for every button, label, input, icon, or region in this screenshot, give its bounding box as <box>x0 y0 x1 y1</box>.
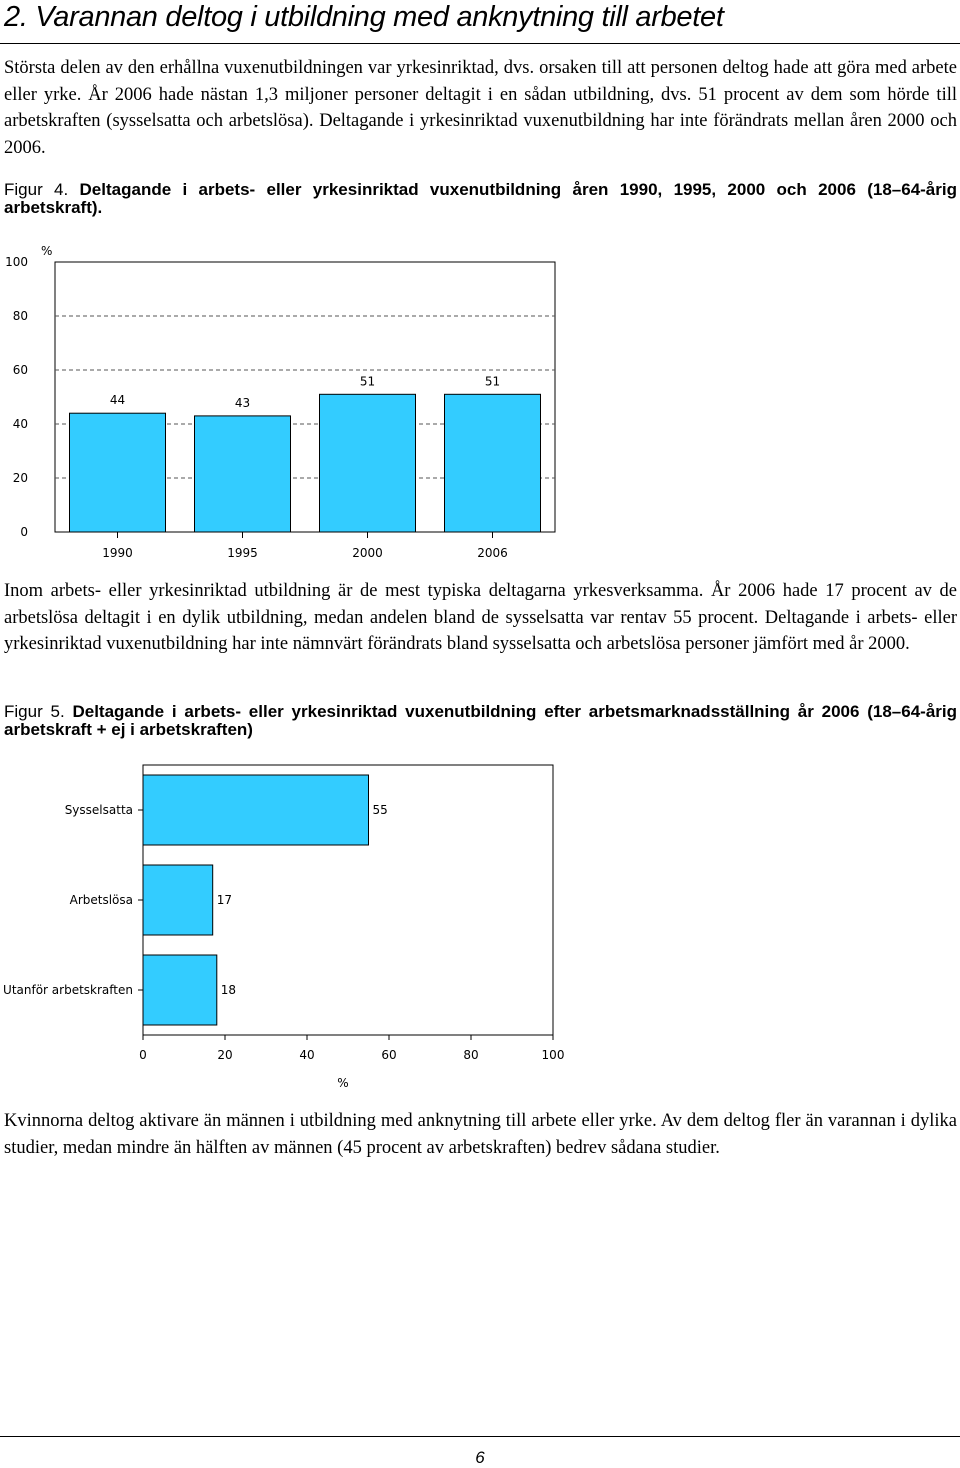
x-axis-unit-label: % <box>337 1076 349 1090</box>
y-tick-label: 40 <box>12 417 28 431</box>
heading-divider <box>0 43 960 44</box>
intro-paragraph: Största delen av den erhållna vuxenutbildningen var yrkesinriktad, dvs. orsaken till att personen deltog hade att göra med arbete eller yrke. År 2006 hade nästan 1,3 miljoner personer deltagit i en sådan utbildning, dvs. 51 procent av dem som hörde till arbetskraften (sysselsatta och arbetslösa). Deltagande i yrkesinriktad vuxenutbildning har inte förändrats mellan åren 2000 och 2006. <box>4 58 957 158</box>
y-tick-label: 0 <box>20 525 28 539</box>
data-label-1995: 43 <box>234 395 251 410</box>
x-tick-label: 80 <box>463 1048 479 1062</box>
y-tick-label: 20 <box>12 471 28 485</box>
x-tick-label-1995: 1995 <box>227 546 258 560</box>
bar-2000 <box>320 394 416 532</box>
data-label: 18 <box>220 983 237 997</box>
bar-2006 <box>445 394 541 532</box>
data-label-2000: 51 <box>359 374 376 389</box>
gender-paragraph: Kvinnorna deltog aktivare än männen i utbildning med anknytning till arbete eller yrke. Av dem deltog fler än varannan i dylika studier, medan mindre än hälften av männen (45 procent av arbetskraften) bedrev sådana studier. <box>4 1111 957 1158</box>
figure-5-caption <box>4 703 957 739</box>
figure-4-label: Figur 4. <box>4 180 69 199</box>
bar-sysselsatta <box>143 775 369 845</box>
y-tick-label: 100 <box>5 255 28 269</box>
y-axis-unit-label: % <box>41 244 53 258</box>
figure-5-chart <box>0 755 580 1095</box>
data-label-1990: 44 <box>109 393 126 408</box>
section-heading: 2. Varannan deltog i utbildning med anknytning till arbetet <box>4 1 724 33</box>
figure-4-caption <box>4 181 957 217</box>
figure-5-title: Deltagande i arbets- eller yrkesinriktad vuxenutbildning efter arbetsmarknadsställning år 2006 (18–64-årig arbetskraft + ej i arbetskraften) <box>4 702 958 739</box>
category-label: Utanför arbetskraften <box>3 983 133 997</box>
x-tick-label: 60 <box>381 1048 397 1062</box>
y-tick-label: 60 <box>12 363 28 377</box>
category-label: Arbetslösa <box>69 893 133 907</box>
x-tick-label: 100 <box>541 1048 565 1062</box>
x-tick-label-2006: 2006 <box>477 546 508 560</box>
category-label: Sysselsatta <box>64 803 133 817</box>
bar-1995 <box>195 416 291 532</box>
y-tick-label: 80 <box>12 309 28 323</box>
bar-utanför-arbetskraften <box>143 955 217 1025</box>
figure-4-title: Deltagande i arbets- eller yrkesinriktad vuxenutbildning åren 1990, 1995, 2000 och 2006 (18–64-årig arbetskraft). <box>4 180 957 217</box>
figure-5-label: Figur 5. <box>4 702 65 721</box>
footer-divider <box>0 1436 960 1437</box>
participants-paragraph: Inom arbets- eller yrkesinriktad utbildning är de mest typiska deltagarna yrkesverksamma. År 2006 hade 17 procent av de arbetslösa deltagit i en dylik utbildning, medan andelen bland de sysselsatta var rentav 55 procent. Deltagande i arbets- eller yrkesinriktad vuxenutbildning har inte nämnvärt förändrats bland sysselsatta och arbetslösa personer jämfört med år 2000. <box>4 581 957 654</box>
figure-4-chart <box>0 238 580 568</box>
data-label: 17 <box>216 893 232 907</box>
bar-arbetslösa <box>143 865 213 935</box>
x-tick-label: 20 <box>217 1048 233 1062</box>
data-label-2006: 51 <box>484 374 501 389</box>
x-tick-label: 0 <box>139 1048 147 1062</box>
x-tick-label: 40 <box>299 1048 315 1062</box>
x-tick-label-1990: 1990 <box>102 546 133 560</box>
data-label: 55 <box>372 803 388 817</box>
x-tick-label-2000: 2000 <box>352 546 383 560</box>
page-number: 6 <box>475 1448 485 1467</box>
bar-1990 <box>70 413 166 532</box>
